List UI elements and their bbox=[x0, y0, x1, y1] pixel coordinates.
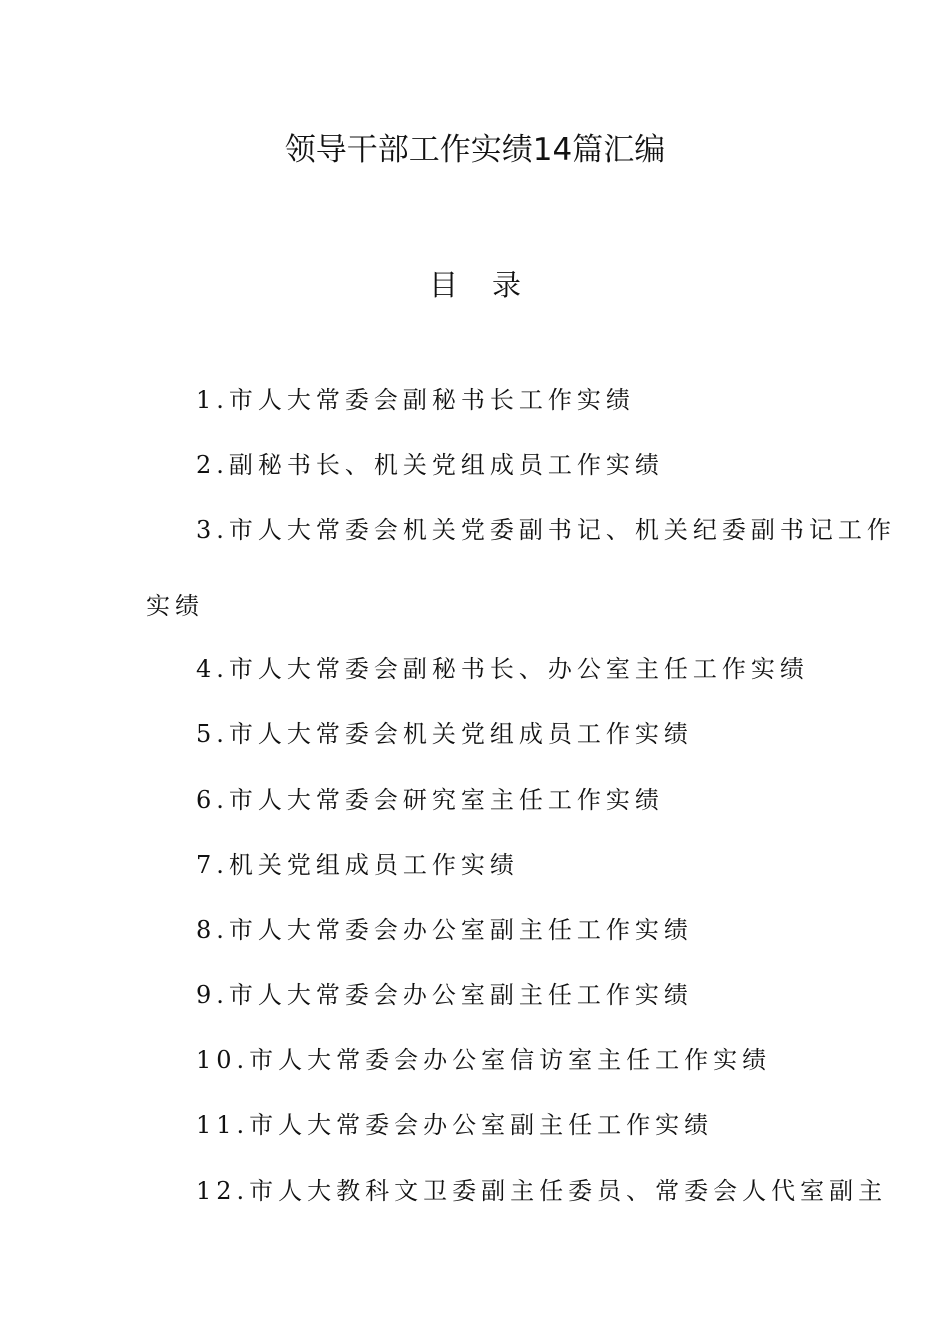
toc-entry-3-continued: 实绩 bbox=[146, 592, 204, 620]
document-title: 领导干部工作实绩14篇汇编 bbox=[284, 132, 666, 168]
toc-entry-2: 2.副秘书长、机关党组成员工作实绩 bbox=[196, 451, 664, 479]
toc-entry-12: 12.市人大教科文卫委副主任委员、常委会人代室副主 bbox=[196, 1177, 888, 1205]
toc-entry-9: 9.市人大常委会办公室副主任工作实绩 bbox=[196, 981, 693, 1009]
toc-entry-7: 7.机关党组成员工作实绩 bbox=[196, 851, 519, 879]
toc-entry-6: 6.市人大常委会研究室主任工作实绩 bbox=[196, 786, 664, 814]
toc-entry-3: 3.市人大常委会机关党委副书记、机关纪委副书记工作 bbox=[196, 516, 896, 544]
toc-entry-4: 4.市人大常委会副秘书长、办公室主任工作实绩 bbox=[196, 655, 809, 683]
toc-entry-10: 10.市人大常委会办公室信访室主任工作实绩 bbox=[196, 1046, 772, 1074]
toc-entry-8: 8.市人大常委会办公室副主任工作实绩 bbox=[196, 916, 693, 944]
toc-heading-left: 目 bbox=[428, 268, 458, 302]
toc-entry-11: 11.市人大常委会办公室副主任工作实绩 bbox=[196, 1111, 714, 1139]
toc-heading-right: 录 bbox=[492, 268, 522, 302]
toc-entry-1: 1.市人大常委会副秘书长工作实绩 bbox=[196, 386, 635, 414]
toc-entry-5: 5.市人大常委会机关党组成员工作实绩 bbox=[196, 720, 693, 748]
